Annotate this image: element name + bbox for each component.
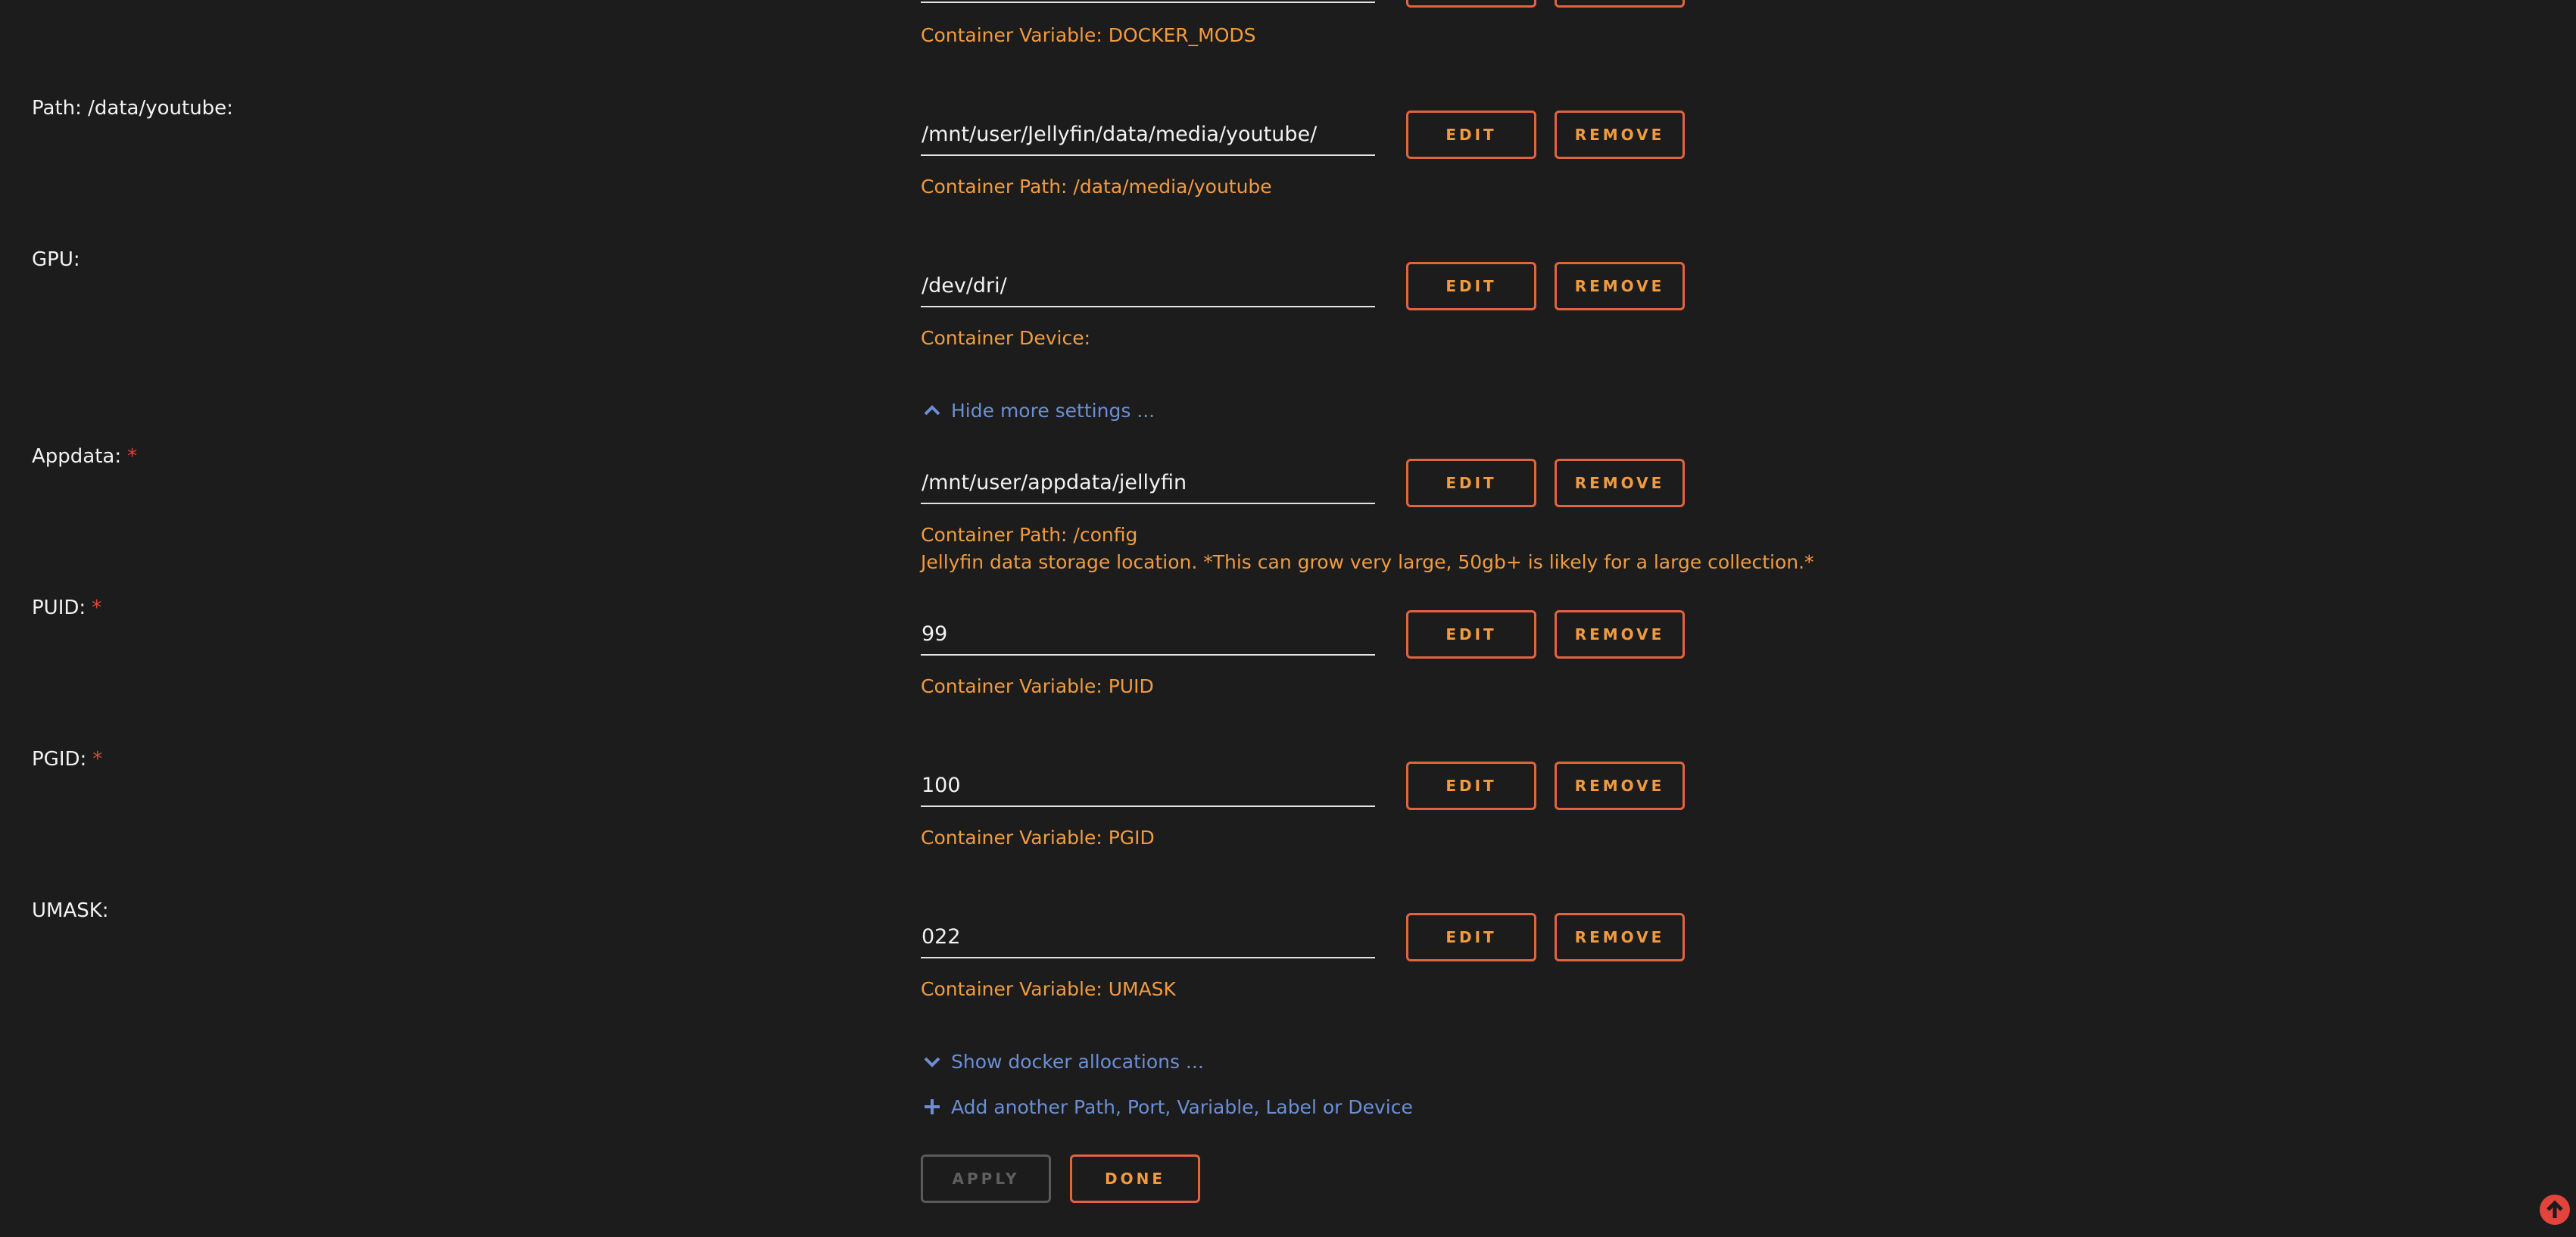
label-appdata	[32, 445, 137, 468]
hint-pgid: Container Variable: PGID	[921, 827, 1155, 849]
chevron-up-icon	[921, 399, 943, 422]
gpu-input[interactable]: /dev/dri/	[921, 271, 1375, 307]
hide-more-settings-link[interactable]	[921, 399, 1155, 422]
edit-button-umask[interactable]: EDIT	[1406, 913, 1536, 961]
path-youtube-input[interactable]: /mnt/user/Jellyfin/data/media/youtube/	[921, 120, 1375, 156]
pgid-input[interactable]: 100	[921, 771, 1375, 807]
label-puid-text: PUID:	[32, 597, 86, 619]
hint-gpu: Container Device:	[921, 327, 1091, 349]
label-umask: UMASK:	[32, 899, 109, 922]
edit-button-pgid[interactable]: EDIT	[1406, 762, 1536, 810]
plus-icon	[921, 1095, 943, 1118]
edit-button-path-youtube[interactable]: EDIT	[1406, 111, 1536, 159]
add-another-label: Add another Path, Port, Variable, Label or Device	[951, 1095, 1413, 1118]
remove-button-path-youtube[interactable]: REMOVE	[1555, 111, 1685, 159]
remove-button-puid[interactable]: REMOVE	[1555, 610, 1685, 659]
umask-input[interactable]: 022	[921, 922, 1375, 958]
label-pgid-text: PGID:	[32, 748, 87, 771]
edit-button-puid[interactable]: EDIT	[1406, 610, 1536, 659]
remove-button-docker-mods[interactable]	[1555, 0, 1685, 8]
hide-more-settings-label: Hide more settings ...	[951, 399, 1155, 422]
label-path-youtube: Path: /data/youtube:	[32, 97, 233, 120]
puid-input[interactable]: 99	[921, 619, 1375, 656]
remove-button-appdata[interactable]: REMOVE	[1555, 459, 1685, 507]
required-mark: *	[127, 445, 138, 468]
arrow-up-circle-icon[interactable]	[2538, 1193, 2571, 1226]
hint-appdata: Container Path: /config	[921, 524, 1138, 546]
label-puid	[32, 597, 101, 619]
edit-button-gpu[interactable]: EDIT	[1406, 262, 1536, 310]
show-docker-allocations-link[interactable]	[921, 1050, 1204, 1073]
required-mark: *	[92, 597, 102, 619]
hint-path-youtube: Container Path: /data/media/youtube	[921, 176, 1272, 198]
hint-appdata-description: Jellyfin data storage location. *This can grow very large, 50gb+ is likely for a large collection.*	[921, 551, 1814, 573]
apply-button[interactable]: APPLY	[921, 1154, 1051, 1203]
label-appdata-text: Appdata:	[32, 445, 122, 468]
required-mark: *	[92, 748, 103, 771]
appdata-input[interactable]: /mnt/user/appdata/jellyfin	[921, 468, 1375, 504]
done-button[interactable]: DONE	[1070, 1154, 1200, 1203]
label-gpu: GPU:	[32, 248, 80, 271]
chevron-down-icon	[921, 1050, 943, 1073]
docker-mods-input[interactable]	[921, 0, 1375, 3]
hint-umask: Container Variable: UMASK	[921, 978, 1176, 1000]
remove-button-gpu[interactable]: REMOVE	[1555, 262, 1685, 310]
show-docker-allocations-label: Show docker allocations ...	[951, 1050, 1204, 1073]
edit-button-docker-mods[interactable]	[1406, 0, 1536, 8]
edit-button-appdata[interactable]: EDIT	[1406, 459, 1536, 507]
add-another-link[interactable]	[921, 1095, 1413, 1118]
label-pgid	[32, 748, 102, 771]
remove-button-umask[interactable]: REMOVE	[1555, 913, 1685, 961]
hint-puid: Container Variable: PUID	[921, 675, 1154, 697]
hint-docker-mods: Container Variable: DOCKER_MODS	[921, 24, 1256, 46]
remove-button-pgid[interactable]: REMOVE	[1555, 762, 1685, 810]
